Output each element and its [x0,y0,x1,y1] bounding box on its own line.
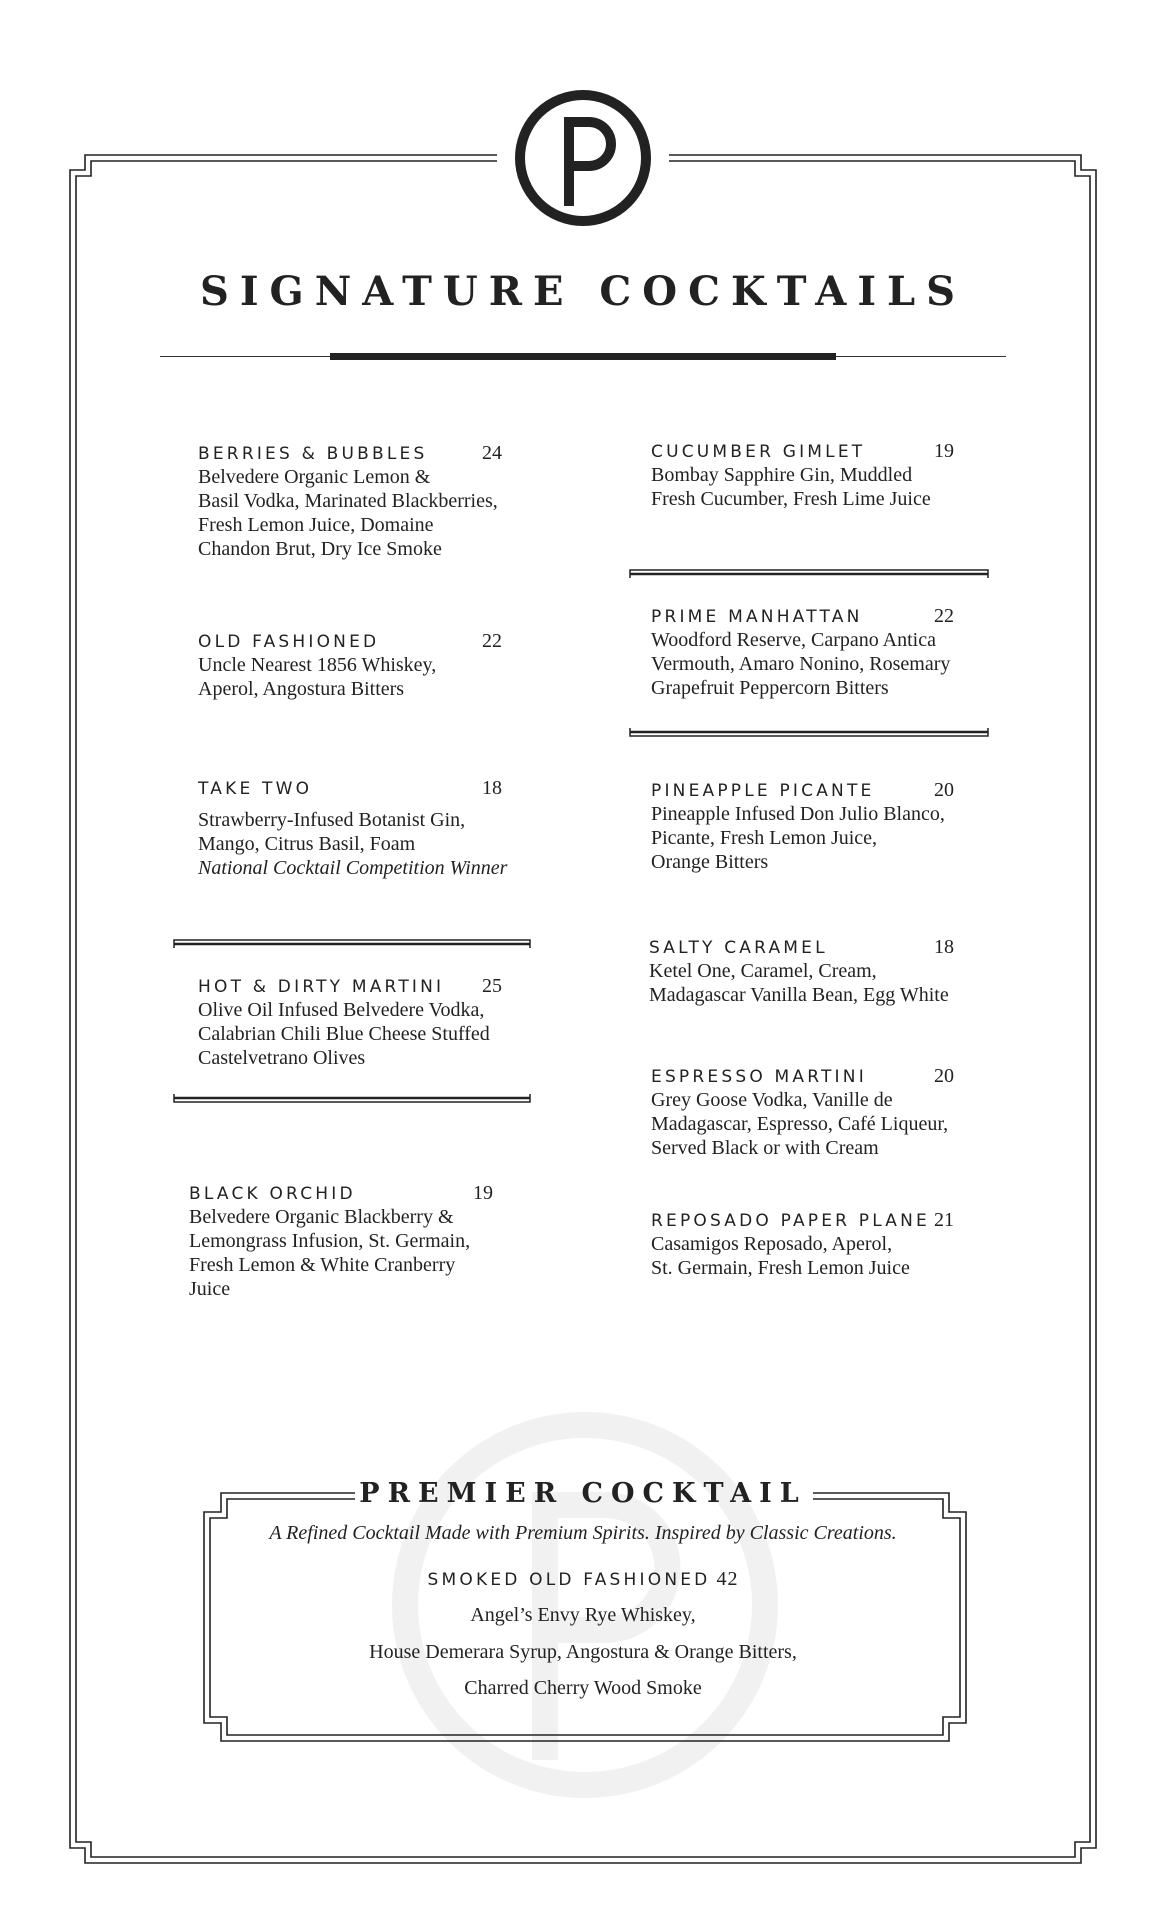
item-name: BLACK ORCHID [189,1184,356,1204]
item-award-note: National Cocktail Competition Winner [198,857,508,879]
item-description: Pineapple Infused Don Julio Blanco, Picante, Fresh Lemon Juice, Orange Bitters [651,803,945,873]
premier-description-line: Charred Cherry Wood Smoke [464,1677,702,1699]
item-description: Belvedere Organic Lemon & Basil Vodka, Marinated Blackberries, Fresh Lemon Juice, Domaine Chandon Brut, Dry Ice Smoke [198,466,498,560]
item-name: PRIME MANHATTAN [651,607,863,627]
item-price: 19 [934,440,954,462]
item-price: 18 [934,936,954,958]
premier-description-line: House Demerara Syrup, Angostura & Orange Bitters, [369,1641,797,1663]
item-description: Bombay Sapphire Gin, Muddled Fresh Cucumber, Fresh Lime Juice [651,464,931,510]
item-name: PINEAPPLE PICANTE [651,781,875,801]
premier-item-name: SMOKED OLD FASHIONED [427,1570,711,1590]
item-description: Ketel One, Caramel, Cream, Madagascar Vanilla Bean, Egg White [649,960,949,1006]
item-description: Olive Oil Infused Belvedere Vodka, Calabrian Chili Blue Cheese Stuffed Castelvetrano Olives [198,999,490,1069]
item-name: BERRIES & BUBBLES [198,444,428,464]
item-price: 18 [482,777,502,799]
item-price: 22 [934,605,954,627]
item-name: CUCUMBER GIMLET [651,442,866,462]
premier-description-line: Angel’s Envy Rye Whiskey, [470,1604,696,1626]
item-price: 20 [934,779,954,801]
item-description: Uncle Nearest 1856 Whiskey, Aperol, Angostura Bitters [198,654,437,700]
page-title: SIGNATURE COCKTAILS [199,268,967,315]
item-price: 20 [934,1065,954,1087]
premier-section-title: PREMIER COCKTAIL [359,1478,807,1509]
item-description: Woodford Reserve, Carpano Antica Vermouth, Amaro Nonino, Rosemary Grapefruit Peppercorn Bitters [651,629,951,699]
item-name: OLD FASHIONED [198,632,380,652]
item-description: Strawberry-Infused Botanist Gin, Mango, Citrus Basil, Foam [198,809,466,855]
item-price: 22 [482,630,502,652]
item-price: 25 [482,975,502,997]
item-price: 24 [482,442,502,464]
item-name: SALTY CARAMEL [649,938,828,958]
item-description: Casamigos Reposado, Aperol, St. Germain, Fresh Lemon Juice [651,1233,910,1279]
item-name: HOT & DIRTY MARTINI [198,977,445,997]
item-price: 21 [934,1209,954,1231]
item-price: 19 [473,1182,493,1204]
item-description: Grey Goose Vodka, Vanille de Madagascar, Espresso, Café Liqueur, Served Black or with Cream [651,1089,949,1159]
item-name: ESPRESSO MARTINI [651,1067,867,1087]
premier-item-heading [0,1568,1166,1591]
item-name: TAKE TWO [198,779,313,799]
item-name: REPOSADO PAPER PLANE [651,1211,930,1231]
premier-item-price: 42 [716,1568,739,1590]
premier-tagline: A Refined Cocktail Made with Premium Spirits. Inspired by Classic Creations. [269,1522,897,1544]
item-description: Belvedere Organic Blackberry & Lemongrass Infusion, St. Germain, Fresh Lemon & White Cranberry Juice [189,1206,471,1300]
